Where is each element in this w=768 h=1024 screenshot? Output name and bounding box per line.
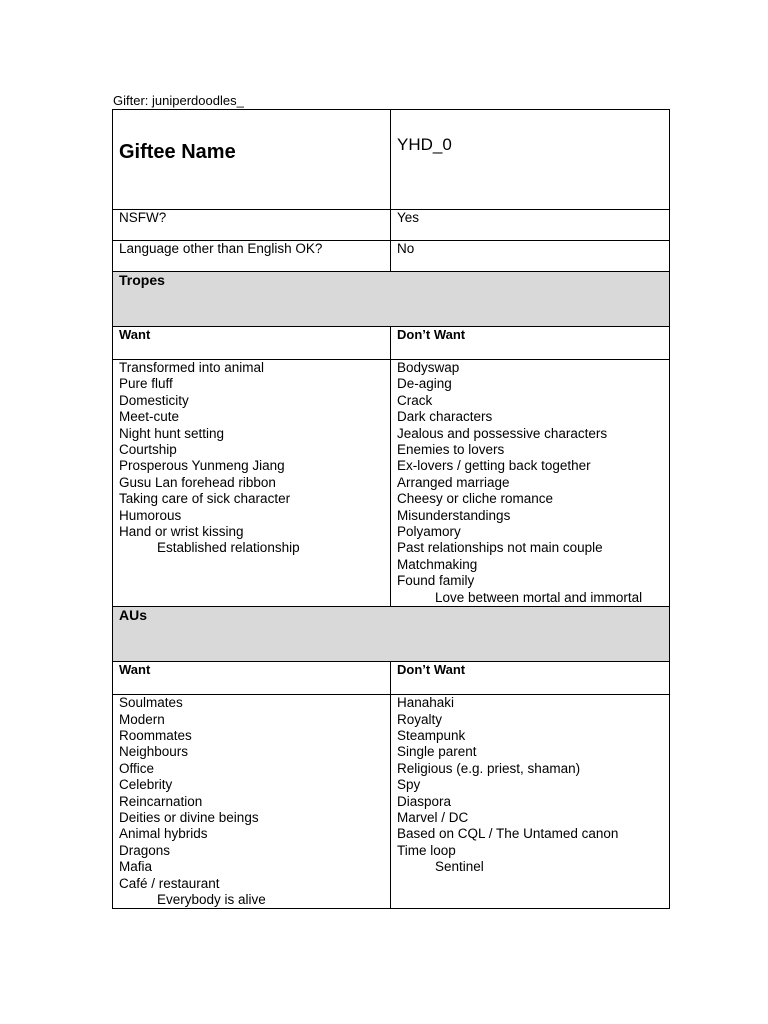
giftee-name-row [113,110,670,210]
list-item: Celebrity [119,777,173,793]
list-item: Prosperous Yunmeng Jiang [119,458,285,474]
gift-exchange-form-table [112,109,670,909]
list-item: Past relationships not main couple [397,540,603,556]
list-item: Royalty [397,711,443,727]
list-item: Religious (e.g. priest, shaman) [397,760,581,776]
nsfw-row [113,210,670,241]
tropes-want-header: Want [113,327,391,360]
list-item: Soulmates [119,695,183,711]
aus-want-header: Want [113,662,391,695]
aus-dont-want-header: Don’t Want [391,662,670,695]
aus-dont-want-cell [391,695,670,909]
list-item: Roommates [119,727,192,743]
list-item: Hanahaki [397,695,455,711]
list-item: Night hunt setting [119,425,225,441]
list-item: Single parent [397,744,477,760]
list-item: Bodyswap [397,360,460,375]
list-item: Humorous [119,507,182,523]
tropes-dont-want-list [397,360,663,606]
tropes-section-row [113,272,670,327]
list-item: Transformed into animal [119,360,265,375]
list-item: Café / restaurant [119,875,220,891]
nsfw-value: Yes [391,210,670,241]
list-item: Polyamory [397,524,461,540]
list-item: Matchmaking [397,556,478,572]
list-item: Domesticity [119,392,189,408]
language-label: Language other than English OK? [113,241,391,272]
language-value: No [391,241,670,272]
list-item: Based on CQL / The Untamed canon [397,826,619,842]
tropes-section-title: Tropes [113,272,670,327]
list-item: Enemies to lovers [397,442,505,458]
list-item: Sentinel [435,859,484,875]
list-item: Crack [397,392,433,408]
list-item: Ex-lovers / getting back together [397,458,591,474]
list-item: Courtship [119,442,177,458]
list-item: Meet-cute [119,409,180,425]
tropes-want-cell [113,360,391,607]
list-item: Hand or wrist kissing [119,524,244,540]
aus-dont-want-list [397,695,663,875]
list-item: Pure fluff [119,376,173,392]
aus-want-list [119,695,384,908]
list-item: Deities or divine beings [119,809,259,825]
list-item: Dark characters [397,409,493,425]
aus-section-title: AUs [113,607,670,662]
nsfw-label: NSFW? [113,210,391,241]
list-item: Love between mortal and immortal [435,589,643,605]
giftee-name-value: YHD_0 [391,110,670,210]
list-item: Taking care of sick character [119,491,291,507]
tropes-dont-want-header: Don’t Want [391,327,670,360]
aus-want-cell [113,695,391,909]
list-item: Time loop [397,842,456,858]
aus-header-row [113,662,670,695]
tropes-header-row [113,327,670,360]
aus-section-row [113,607,670,662]
list-item: Everybody is alive [157,891,266,907]
list-item: Found family [397,573,475,589]
aus-list-row [113,695,670,909]
giftee-name-label: Giftee Name [113,110,391,210]
list-item: Jealous and possessive characters [397,425,608,441]
list-item: Mafia [119,859,153,875]
list-item: Reincarnation [119,793,203,809]
list-item: Diaspora [397,793,452,809]
list-item: Animal hybrids [119,826,208,842]
list-item: Neighbours [119,744,189,760]
list-item: De-aging [397,376,452,392]
language-row [113,241,670,272]
tropes-list-row [113,360,670,607]
list-item: Arranged marriage [397,474,510,490]
list-item: Spy [397,777,421,793]
tropes-want-list [119,360,384,557]
list-item: Marvel / DC [397,809,469,825]
list-item: Office [119,760,155,776]
list-item: Cheesy or cliche romance [397,491,554,507]
list-item: Steampunk [397,727,466,743]
list-item: Established relationship [157,540,300,556]
list-item: Dragons [119,842,171,858]
list-item: Misunderstandings [397,507,511,523]
list-item: Gusu Lan forehead ribbon [119,474,276,490]
list-item: Modern [119,711,165,727]
gifter-line: Gifter: juniperdoodles_ [113,93,244,108]
tropes-dont-want-cell [391,360,670,607]
